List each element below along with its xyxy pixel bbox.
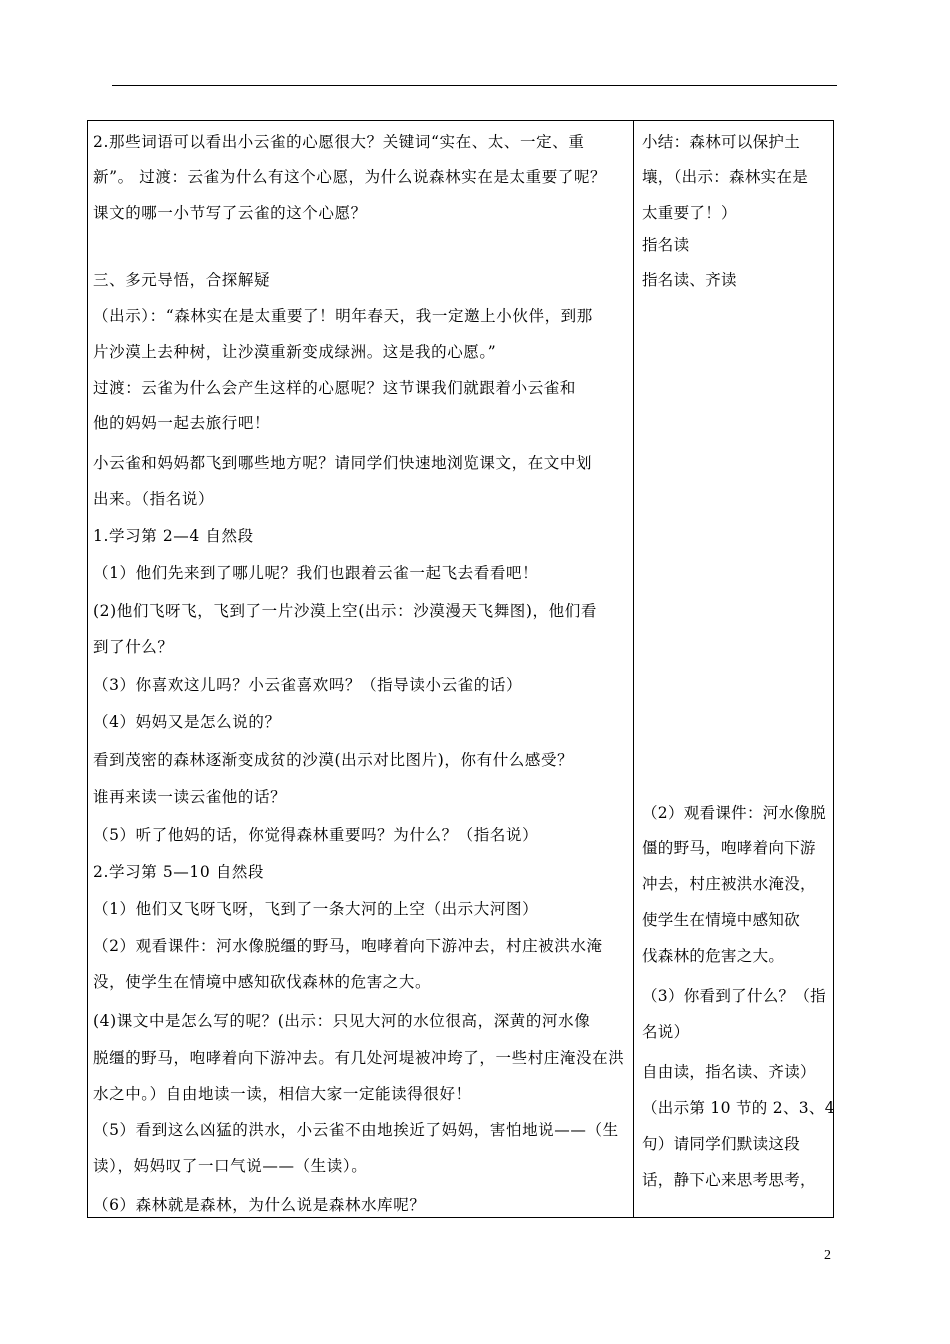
side-line: 壤，（出示：森林实在是 (642, 168, 809, 186)
column-divider (633, 120, 634, 1218)
main-line: 谁再来读一读云雀他的话？ (93, 788, 287, 806)
main-line: 小云雀和妈妈都飞到哪些地方呢？请同学们快速地浏览课文，在文中划 (93, 454, 593, 472)
main-line: (2)他们飞呀飞，飞到了一片沙漠上空(出示：沙漠漫天飞舞图)，他们看 (93, 602, 597, 620)
main-line: 新”。 过渡：云雀为什么有这个心愿，为什么说森林实在是太重要了呢？ (93, 168, 607, 186)
main-line: （5）看到这么凶猛的洪水，小云雀不由地挨近了妈妈，害怕地说——（生 (93, 1121, 619, 1139)
main-line: 过渡：云雀为什么会产生这样的心愿呢？这节课我们就跟着小云雀和 (93, 379, 577, 397)
main-line: 2.学习第 5—10 自然段 (93, 863, 265, 881)
side-line: 使学生在情境中感知砍 (642, 911, 801, 929)
side-line: 话，静下心来思考思考， (642, 1171, 816, 1189)
side-line: 伐森林的危害之大。 (642, 947, 785, 965)
side-line: 太重要了！） (642, 204, 737, 222)
side-line: 名说） (642, 1023, 690, 1041)
main-line: 片沙漠上去种树，让沙漠重新变成绿洲。这是我的心愿。” (93, 343, 497, 361)
main-line: 三、多元导悟，合探解疑 (93, 271, 271, 289)
main-line: 课文的哪一小节写了云雀的这个心愿？ (93, 204, 367, 222)
main-line: （3）你喜欢这儿吗？小云雀喜欢吗？（指导读小云雀的话） (93, 676, 523, 694)
main-line: 脱缰的野马，咆哮着向下游冲去。有几处河堤被冲垮了，一些村庄淹没在洪 (93, 1049, 625, 1067)
main-line: （1）他们又飞呀飞呀，飞到了一条大河的上空（出示大河图） (93, 900, 539, 918)
side-line: 句）请同学们默读这段 (642, 1135, 801, 1153)
main-line: （出示）：“森林实在是太重要了！明年春天，我一定邀上小伙伴，到那 (93, 307, 593, 325)
side-line: 自由读，指名读、齐读） (642, 1063, 816, 1081)
main-line: （5）听了他妈的话，你觉得森林重要吗？为什么？（指名说） (93, 826, 539, 844)
main-line: （6）森林就是森林，为什么说是森林水库呢？ (93, 1196, 426, 1214)
main-line: （1）他们先来到了哪儿呢？我们也跟着云雀一起飞去看看吧！ (93, 564, 539, 582)
main-line: （2）观看课件：河水像脱缰的野马，咆哮着向下游冲去，村庄被洪水淹 (93, 937, 603, 955)
main-line: 1.学习第 2—4 自然段 (93, 527, 254, 545)
main-line: 到了什么？ (93, 638, 174, 656)
main-line: 2.那些词语可以看出小云雀的心愿很大？关键词“实在、太、一定、重 (93, 133, 585, 151)
main-line: 出来。（指名说） (93, 490, 215, 508)
side-line: 僵的野马，咆哮着向下游 (642, 839, 816, 857)
side-line: 指名读 (642, 236, 690, 254)
side-line: （2）观看课件：河水像脱 (642, 804, 826, 822)
side-line: （出示第 10 节的 2、3、4 (642, 1099, 835, 1117)
side-line: 冲去，村庄被洪水淹没， (642, 875, 816, 893)
main-line: (4)课文中是怎么写的呢？(出示：只见大河的水位很高，深黄的河水像 (93, 1012, 591, 1030)
header-rule (112, 85, 837, 86)
side-line: （3）你看到了什么？（指 (642, 987, 826, 1005)
main-line: 他的妈妈一起去旅行吧！ (93, 414, 271, 432)
page-number: 2 (824, 1248, 831, 1263)
main-line: 看到茂密的森林逐渐变成贫的沙漠(出示对比图片)，你有什么感受？ (93, 751, 574, 769)
side-line: 指名读、齐读 (642, 271, 737, 289)
main-line: 读），妈妈叹了一口气说——（生读）。 (93, 1157, 368, 1175)
main-line: （4）妈妈又是怎么说的？ (93, 713, 281, 731)
side-line: 小结：森林可以保护土 (642, 133, 801, 151)
main-line: 没，使学生在情境中感知砍伐森林的危害之大。 (93, 973, 432, 991)
main-line: 水之中。）自由地读一读，相信大家一定能读得很好！ (93, 1085, 472, 1103)
